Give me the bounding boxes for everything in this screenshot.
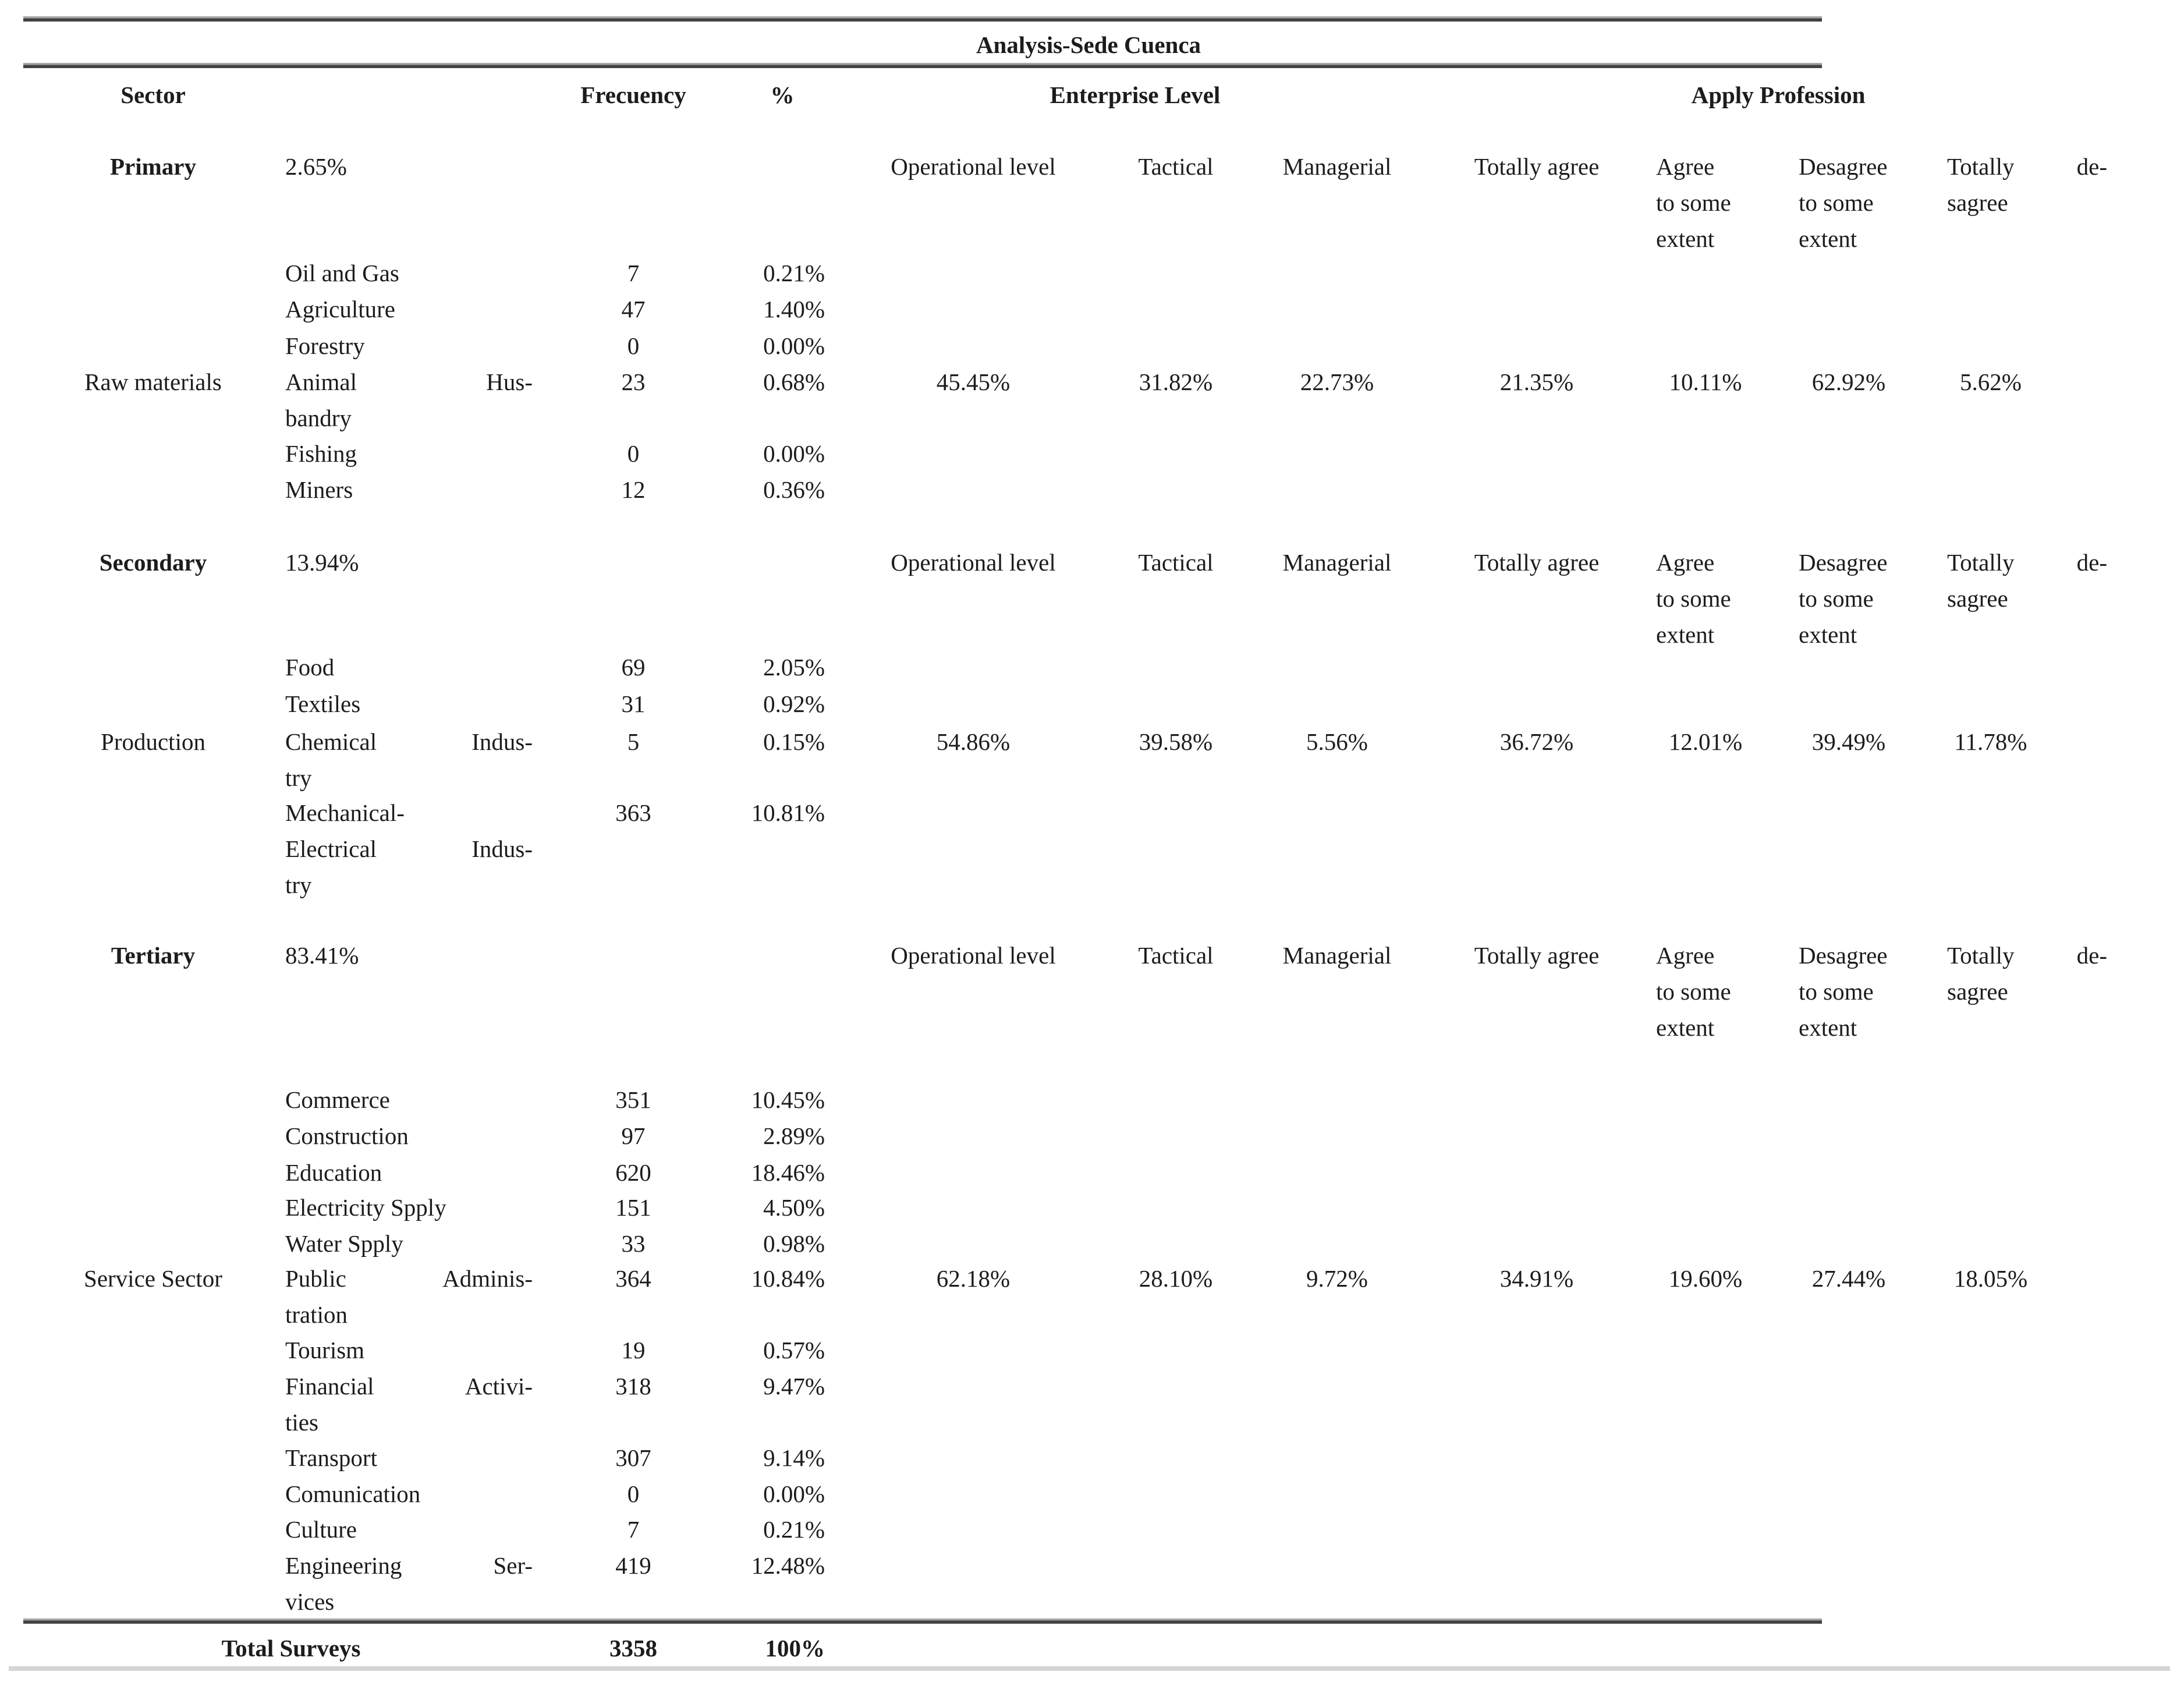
item-frequency: 7	[627, 1516, 640, 1543]
secondary-tactical-value: 39.58%	[1139, 728, 1213, 755]
item-engineering-services: Engineering Ser- vices	[285, 1552, 533, 1615]
section-primary-share: 2.65%	[285, 153, 347, 180]
col-agree-to-some-extent: Agree to some extent	[1656, 549, 1731, 648]
section-primary-label: Primary	[110, 153, 196, 180]
item-frequency: 307	[615, 1444, 651, 1471]
secondary-operational-value: 54.86%	[936, 728, 1011, 755]
item-frequency: 351	[615, 1086, 651, 1113]
section-tertiary-share: 83.41%	[285, 942, 359, 969]
group-raw-materials-label: Raw materials	[84, 369, 222, 395]
item-frequency: 31	[621, 690, 646, 717]
secondary-totally-agree-value: 36.72%	[1499, 728, 1574, 755]
section-tertiary-label: Tertiary	[111, 942, 196, 969]
col-header-frequency: Frecuency	[580, 82, 686, 108]
total-surveys-frequency: 3358	[609, 1635, 657, 1662]
item-commerce: Commerce	[285, 1086, 390, 1113]
item-percent: 1.40%	[763, 296, 825, 323]
item-percent: 0.00%	[763, 440, 825, 467]
item-frequency: 7	[627, 260, 640, 286]
item-frequency: 69	[621, 654, 646, 681]
item-frequency: 419	[615, 1552, 651, 1579]
col-agree-to-some-extent: Agree to some extent	[1656, 942, 1731, 1041]
item-percent: 0.00%	[763, 332, 825, 359]
item-percent: 9.14%	[763, 1444, 825, 1471]
item-frequency: 23	[621, 369, 646, 395]
col-tactical: Tactical	[1138, 549, 1214, 576]
col-header-percent: %	[770, 82, 795, 108]
item-percent: 0.98%	[763, 1230, 825, 1257]
item-percent: 2.05%	[763, 654, 825, 681]
item-percent: 0.36%	[763, 476, 825, 503]
col-managerial: Managerial	[1282, 942, 1392, 969]
col-desagree-to-some-extent: Desagree to some extent	[1799, 549, 1888, 648]
col-header-enterprise-level: Enterprise Level	[1050, 82, 1221, 108]
item-percent: 0.21%	[763, 260, 825, 286]
item-percent: 0.21%	[763, 1516, 825, 1543]
item-tourism: Tourism	[285, 1337, 365, 1363]
item-percent: 12.48%	[751, 1552, 825, 1579]
item-percent: 0.92%	[763, 690, 825, 717]
item-food: Food	[285, 654, 335, 681]
col-header-apply-profession: Apply Profession	[1691, 82, 1866, 108]
col-managerial: Managerial	[1282, 549, 1392, 576]
item-percent: 10.84%	[751, 1265, 825, 1292]
item-frequency: 318	[615, 1373, 651, 1400]
item-transport: Transport	[285, 1444, 377, 1471]
rule-bottom	[9, 1666, 2170, 1671]
col-operational-level: Operational level	[891, 942, 1056, 969]
item-frequency: 0	[627, 440, 640, 467]
section-secondary-label: Secondary	[99, 549, 207, 576]
tertiary-operational-value: 62.18%	[936, 1265, 1011, 1292]
primary-totally-agree-value: 21.35%	[1499, 369, 1574, 395]
item-mechanical-electrical-industry: Mechanical- Electrical Indus- try	[285, 799, 533, 898]
group-production-label: Production	[101, 728, 205, 755]
secondary-managerial-value: 5.56%	[1306, 728, 1368, 755]
item-percent: 2.89%	[763, 1122, 825, 1149]
col-totally-agree: Totally agree	[1474, 942, 1600, 969]
item-miners: Miners	[285, 476, 353, 503]
col-header-sector: Sector	[120, 82, 186, 108]
rule-top	[23, 16, 1822, 22]
primary-agree-value: 10.11%	[1669, 369, 1742, 395]
item-construction: Construction	[285, 1122, 409, 1149]
col-desagree-to-some-extent: Desagree to some extent	[1799, 942, 1888, 1041]
primary-desagree-value: 62.92%	[1811, 369, 1886, 395]
col-desagree-to-some-extent: Desagree to some extent	[1799, 153, 1888, 252]
item-frequency: 363	[615, 799, 651, 826]
item-percent: 4.50%	[763, 1194, 825, 1221]
col-totally-agree: Totally agree	[1474, 549, 1600, 576]
primary-operational-value: 45.45%	[936, 369, 1011, 395]
item-frequency: 97	[621, 1122, 646, 1149]
item-percent: 0.00%	[763, 1480, 825, 1507]
total-surveys-label: Total Surveys	[221, 1635, 361, 1662]
col-operational-level: Operational level	[891, 153, 1056, 180]
item-percent: 0.15%	[763, 728, 825, 755]
tertiary-totally-desagree-value: 18.05%	[1953, 1265, 2028, 1292]
secondary-desagree-value: 39.49%	[1811, 728, 1886, 755]
primary-totally-desagree-value: 5.62%	[1960, 369, 2022, 395]
col-tactical: Tactical	[1138, 153, 1214, 180]
col-operational-level: Operational level	[891, 549, 1056, 576]
col-agree-to-some-extent: Agree to some extent	[1656, 153, 1731, 252]
section-secondary-share: 13.94%	[285, 549, 359, 576]
secondary-totally-desagree-value: 11.78%	[1954, 728, 2027, 755]
item-fishing: Fishing	[285, 440, 357, 467]
item-percent: 9.47%	[763, 1373, 825, 1400]
tertiary-totally-agree-value: 34.91%	[1499, 1265, 1574, 1292]
item-frequency: 0	[627, 332, 640, 359]
item-frequency: 364	[615, 1265, 651, 1292]
item-comunication: Comunication	[285, 1480, 421, 1507]
item-frequency: 151	[615, 1194, 651, 1221]
tertiary-managerial-value: 9.72%	[1306, 1265, 1368, 1292]
total-surveys-percent: 100%	[765, 1635, 825, 1662]
item-education: Education	[285, 1159, 382, 1186]
item-agriculture: Agriculture	[285, 296, 395, 323]
rule-under-title	[23, 63, 1822, 68]
item-forestry: Forestry	[285, 332, 365, 359]
tertiary-desagree-value: 27.44%	[1811, 1265, 1886, 1292]
item-culture: Culture	[285, 1516, 357, 1543]
col-totally-agree: Totally agree	[1474, 153, 1600, 180]
item-frequency: 0	[627, 1480, 640, 1507]
item-chemical-industry: Chemical Indus- try	[285, 728, 533, 791]
item-water-supply: Water Spply	[285, 1230, 403, 1257]
primary-managerial-value: 22.73%	[1300, 369, 1374, 395]
item-oil-and-gas: Oil and Gas	[285, 260, 399, 286]
item-public-administration: Public Adminis- tration	[285, 1265, 533, 1328]
item-percent: 18.46%	[751, 1159, 825, 1186]
item-financial-activities: Financial Activi- ties	[285, 1373, 533, 1436]
col-totally-desagree: Totally de- sagree	[1947, 942, 2107, 1005]
item-frequency: 12	[621, 476, 646, 503]
item-percent: 10.45%	[751, 1086, 825, 1113]
col-tactical: Tactical	[1138, 942, 1214, 969]
item-frequency: 5	[627, 728, 640, 755]
tertiary-tactical-value: 28.10%	[1139, 1265, 1213, 1292]
item-percent: 0.57%	[763, 1337, 825, 1363]
item-frequency: 19	[621, 1337, 646, 1363]
item-frequency: 33	[621, 1230, 646, 1257]
tertiary-agree-value: 19.60%	[1668, 1265, 1743, 1292]
item-frequency: 47	[621, 296, 646, 323]
item-animal-husbandry: Animal Hus- bandry	[285, 369, 533, 431]
col-managerial: Managerial	[1282, 153, 1392, 180]
item-textiles: Textiles	[285, 690, 361, 717]
primary-tactical-value: 31.82%	[1139, 369, 1213, 395]
col-totally-desagree: Totally de- sagree	[1947, 153, 2107, 216]
col-totally-desagree: Totally de- sagree	[1947, 549, 2107, 612]
group-service-sector-label: Service Sector	[84, 1265, 222, 1292]
secondary-agree-value: 12.01%	[1668, 728, 1743, 755]
item-percent: 10.81%	[751, 799, 825, 826]
item-frequency: 620	[615, 1159, 651, 1186]
item-electricity-supply: Electricity Spply	[285, 1194, 446, 1221]
table-title: Analysis-Sede Cuenca	[976, 31, 1201, 58]
item-percent: 0.68%	[763, 369, 825, 395]
